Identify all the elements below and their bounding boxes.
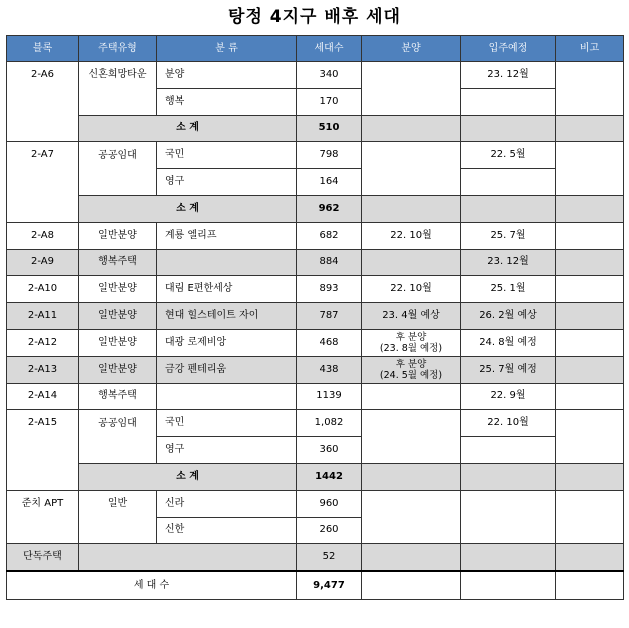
- category-cell: 영구: [157, 169, 297, 196]
- header-households: 세대수: [297, 36, 362, 62]
- category-cell: 행복: [157, 88, 297, 115]
- note-cell: [556, 249, 624, 276]
- block-cell: 단독주택: [7, 544, 79, 571]
- category-cell: 국민: [157, 410, 297, 437]
- sale-line-1: 후 분양: [395, 331, 427, 343]
- table-row: [7, 356, 624, 383]
- header-sale: 분양: [362, 36, 461, 62]
- move-in-cell: [461, 169, 556, 196]
- move-in-cell: [461, 88, 556, 115]
- type-cell: 일반분양: [79, 356, 157, 383]
- block-cell: 2-A7: [7, 142, 79, 222]
- total-value: 9,477: [297, 571, 362, 600]
- sale-cell: 23. 4월 예상: [362, 303, 461, 330]
- type-cell: 일반분양: [79, 303, 157, 330]
- subtotal-value: 1442: [297, 463, 362, 490]
- table-row: [7, 249, 624, 276]
- sale-line-2: (24. 5월 예정): [379, 369, 443, 381]
- table-row: [7, 329, 624, 356]
- subtotal-value: 510: [297, 115, 362, 142]
- type-cell: [79, 169, 157, 196]
- type-cell: [79, 437, 157, 464]
- note-cell: [556, 329, 624, 356]
- move-in-cell: [461, 437, 556, 464]
- type-cell: 신혼희망타운: [79, 62, 157, 89]
- subtotal-row: [7, 195, 624, 222]
- note-cell: [556, 356, 624, 383]
- header-move-in: 입주예정: [461, 36, 556, 62]
- note-cell: [556, 571, 624, 600]
- subtotal-row: [7, 463, 624, 490]
- block-cell: 2-A9: [7, 249, 79, 276]
- type-cell: 공공임대: [79, 410, 157, 437]
- block-cell: 2-A13: [7, 356, 79, 383]
- block-cell: 2-A12: [7, 329, 79, 356]
- type-cell: 일반: [79, 490, 157, 544]
- households-cell: 164: [297, 169, 362, 196]
- header-note: 비고: [556, 36, 624, 62]
- move-in-cell: 23. 12월: [461, 249, 556, 276]
- households-cell: 260: [297, 517, 362, 544]
- table-row: [7, 490, 624, 517]
- households-cell: 170: [297, 88, 362, 115]
- table-row: [7, 222, 624, 249]
- block-cell: 2-A8: [7, 222, 79, 249]
- households-cell: 798: [297, 142, 362, 169]
- type-cell: 행복주택: [79, 383, 157, 410]
- category-cell: 금강 펜테리움: [157, 356, 297, 383]
- households-cell: 960: [297, 490, 362, 517]
- table-row: [7, 276, 624, 303]
- category-cell: 대림 E편한세상: [157, 276, 297, 303]
- sale-line-2: (23. 8월 예정): [379, 342, 443, 354]
- table-row: [7, 410, 624, 437]
- households-cell: 682: [297, 222, 362, 249]
- table-row: [7, 544, 624, 571]
- households-cell: 1139: [297, 383, 362, 410]
- move-in-cell: 22. 10월: [461, 410, 556, 437]
- category-cell: [157, 249, 297, 276]
- block-cell: 2-A10: [7, 276, 79, 303]
- households-cell: 360: [297, 437, 362, 464]
- category-cell: 현대 힐스테이트 자이: [157, 303, 297, 330]
- households-cell: 787: [297, 303, 362, 330]
- sale-cell: [362, 249, 461, 276]
- sale-cell: [362, 544, 461, 571]
- block-cell: 2-A6: [7, 62, 79, 142]
- table-row: [7, 383, 624, 410]
- table-row: [7, 142, 624, 169]
- block-cell: 준치 APT: [7, 490, 79, 544]
- sale-line-1: 후 분양: [395, 358, 427, 370]
- type-cell: 공공임대: [79, 142, 157, 169]
- category-cell: 영구: [157, 437, 297, 464]
- note-cell: [556, 383, 624, 410]
- note-cell: [556, 410, 624, 464]
- subtotal-label: 소 계: [79, 195, 297, 222]
- category-cell: 신라: [157, 490, 297, 517]
- header-category: 분 류: [157, 36, 297, 62]
- sale-cell: 22. 10월: [362, 276, 461, 303]
- note-cell: [556, 62, 624, 116]
- households-cell: 340: [297, 62, 362, 89]
- block-cell: 2-A14: [7, 383, 79, 410]
- category-cell: [157, 383, 297, 410]
- households-cell: 893: [297, 276, 362, 303]
- note-cell: [556, 276, 624, 303]
- move-in-cell: 25. 7월 예정: [461, 356, 556, 383]
- note-cell: [556, 222, 624, 249]
- sale-cell: [362, 142, 461, 196]
- category-cell: 대광 로제비앙: [157, 329, 297, 356]
- household-table: [6, 35, 624, 600]
- sale-cell: [362, 356, 461, 383]
- subtotal-label: 소 계: [79, 463, 297, 490]
- move-in-cell: [461, 571, 556, 600]
- move-in-cell: 26. 2월 예상: [461, 303, 556, 330]
- sale-cell: 22. 10월: [362, 222, 461, 249]
- note-cell: [556, 490, 624, 544]
- sale-cell: [362, 571, 461, 600]
- move-in-cell: 23. 12월: [461, 62, 556, 89]
- subtotal-row: [7, 115, 624, 142]
- type-cell: 일반분양: [79, 276, 157, 303]
- category-cell: 분양: [157, 62, 297, 89]
- move-in-cell: 25. 1월: [461, 276, 556, 303]
- total-label: 세 대 수: [7, 571, 297, 600]
- households-cell: 438: [297, 356, 362, 383]
- households-cell: 52: [297, 544, 362, 571]
- table-row: [7, 437, 624, 464]
- move-in-cell: 22. 9월: [461, 383, 556, 410]
- type-cell: [79, 88, 157, 115]
- note-cell: [556, 142, 624, 196]
- move-in-cell: 22. 5월: [461, 142, 556, 169]
- block-cell: 2-A11: [7, 303, 79, 330]
- sale-cell: [362, 490, 461, 544]
- note-cell: [556, 303, 624, 330]
- header-block: 블록: [7, 36, 79, 62]
- move-in-cell: 24. 8월 예정: [461, 329, 556, 356]
- sale-cell: [362, 383, 461, 410]
- table-row: [7, 303, 624, 330]
- table-row: [7, 62, 624, 89]
- sale-cell: [362, 62, 461, 116]
- header-type: 주택유형: [79, 36, 157, 62]
- households-cell: 884: [297, 249, 362, 276]
- table-row: [7, 88, 624, 115]
- move-in-cell: [461, 490, 556, 544]
- note-cell: [556, 544, 624, 571]
- total-row: [7, 571, 624, 600]
- category-cell: 계룡 엘리프: [157, 222, 297, 249]
- block-cell: 2-A15: [7, 410, 79, 490]
- category-cell: 신한: [157, 517, 297, 544]
- type-cell: 일반분양: [79, 222, 157, 249]
- move-in-cell: 25. 7월: [461, 222, 556, 249]
- type-cell: 행복주택: [79, 249, 157, 276]
- type-cell: 일반분양: [79, 329, 157, 356]
- header-row: [7, 36, 624, 62]
- subtotal-label: 소 계: [79, 115, 297, 142]
- households-cell: 468: [297, 329, 362, 356]
- page-title: 탕정 4지구 배후 세대: [228, 7, 401, 27]
- table-row: [7, 169, 624, 196]
- subtotal-value: 962: [297, 195, 362, 222]
- category-cell: [79, 544, 297, 571]
- sale-cell: [362, 329, 461, 356]
- category-cell: 국민: [157, 142, 297, 169]
- households-cell: 1,082: [297, 410, 362, 437]
- move-in-cell: [461, 544, 556, 571]
- sale-cell: [362, 410, 461, 464]
